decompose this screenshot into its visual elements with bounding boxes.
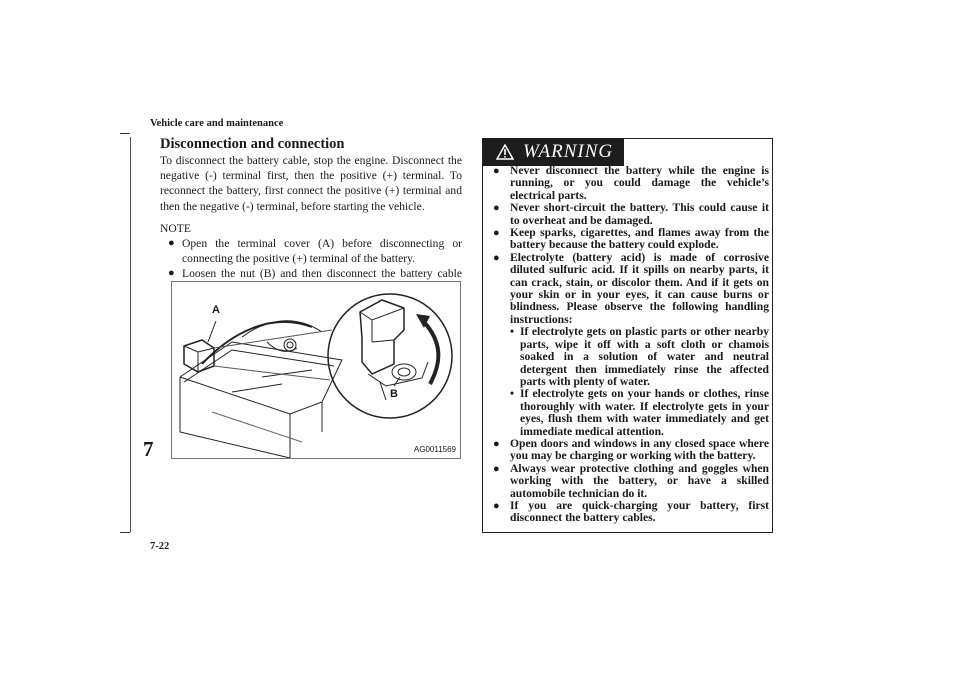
warning-text: Never short-circuit the battery. This could cause it to overheat and be damaged. (510, 201, 769, 227)
sub-bullet-icon: • (510, 325, 515, 339)
note-item (160, 236, 462, 266)
bullet-icon: ● (493, 251, 500, 264)
warning-text: Open doors and windows in any closed space where you may be charging or working with the battery. (510, 436, 769, 463)
warning-item (493, 252, 769, 438)
warning-text: Always wear protective clothing and goggles when working with the battery, or have a skilled automobile technician do it. (510, 461, 769, 500)
warning-item (493, 463, 769, 500)
warning-item (493, 165, 769, 202)
section-header: Vehicle care and maintenance (150, 118, 284, 129)
warning-title: WARNING (523, 141, 614, 162)
warning-text: Keep sparks, cigarettes, and flames away from the battery because the battery could explode. (510, 226, 769, 252)
warning-item (493, 227, 769, 252)
warning-text: Never disconnect the battery while the engine is running, or you could damage the vehicle’s electrical parts. (510, 164, 769, 202)
bullet-icon: ● (493, 499, 500, 512)
bullet-icon: ● (168, 236, 175, 249)
figure-code: AG0011569 (413, 445, 456, 454)
chapter-tab-bar (130, 137, 131, 532)
warning-text: Electrolyte (battery acid) is made of corrosive diluted sulfuric acid. If it spills on nearby parts, it can crack, stain, or discolor them. And if it gets on your skin or in your eyes, it can cause burns or blindness. Please observe the following handling instructions: (510, 250, 769, 326)
warning-list (493, 165, 769, 525)
bullet-icon: ● (493, 202, 500, 215)
intro-paragraph: To disconnect the battery cable, stop the engine. Disconnect the negative (-) terminal first, then the positive (+) terminal. To reconnect the battery, first connect the positive (+) terminal and then the negative (-) terminal, before starting the vehicle. (160, 154, 462, 213)
warning-subitem (510, 326, 769, 388)
page-number: 7-22 (150, 541, 170, 552)
warning-subtext: If electrolyte gets on plastic parts or other nearby parts, wipe it off with a soft cloth or chamois soaked in a solution of water and neutral detergent then immediately rinse the affected parts with plenty of water. (520, 325, 769, 388)
warning-box (482, 138, 773, 533)
note-text: Loosen the nut (B) and then disconnect the battery cable (182, 267, 462, 281)
bullet-icon: ● (493, 165, 500, 177)
footer-rule (120, 532, 130, 533)
main-column (160, 136, 462, 297)
sub-bullet-icon: • (510, 387, 515, 401)
warning-triangle-icon (496, 144, 514, 160)
warning-header (483, 139, 624, 166)
bullet-icon: ● (493, 437, 500, 450)
warning-item (493, 500, 769, 525)
note-text: Open the terminal cover (A) before disconnecting or connecting the positive (+) terminal of the battery. (182, 236, 462, 266)
warning-subitem (510, 388, 769, 438)
warning-subtext: If electrolyte gets on your hands or clothes, rinse thoroughly with water. If electrolyte gets in your eyes, flush them with water immediately and get immediate medical attention. (520, 387, 769, 438)
header-rule (120, 133, 130, 134)
warning-item (493, 202, 769, 227)
label-a: A (212, 304, 220, 316)
chapter-number: 7 (143, 437, 154, 461)
battery-illustration (171, 281, 461, 459)
section-title: Disconnection and connection (160, 136, 345, 152)
bullet-icon: ● (168, 267, 175, 280)
label-b: B (390, 388, 398, 400)
warning-item (493, 438, 769, 463)
bullet-icon: ● (493, 462, 500, 475)
warning-text: If you are quick-charging your battery, first disconnect the battery cables. (510, 498, 769, 525)
note-title: NOTE (160, 221, 191, 235)
bullet-icon: ● (493, 227, 500, 240)
